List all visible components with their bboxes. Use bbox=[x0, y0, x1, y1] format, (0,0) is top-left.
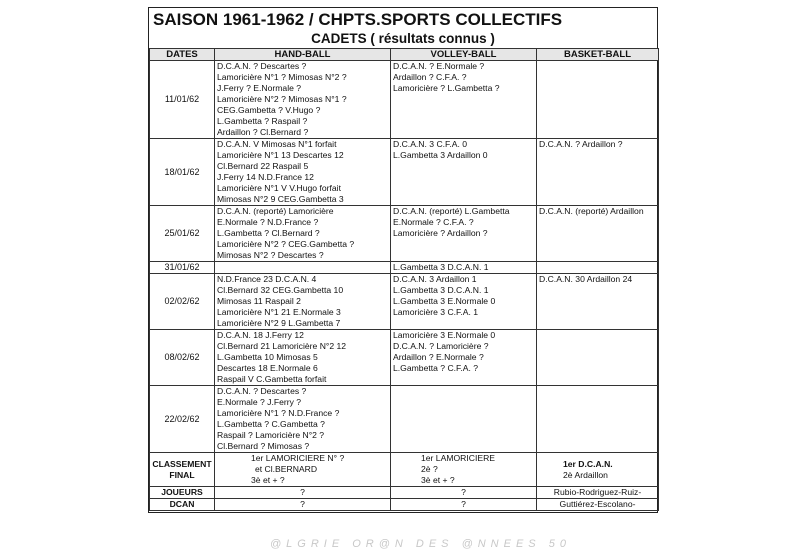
players-row-1 bbox=[150, 487, 659, 499]
hand-match-line: D.C.A.N. V Mimosas N°1 forfait bbox=[217, 139, 337, 149]
volley-match-line: D.C.A.N. ? Lamoricière ? bbox=[393, 341, 489, 351]
header-volley-ball: VOLLEY-BALL bbox=[391, 49, 537, 61]
date-cell: 22/02/62 bbox=[150, 386, 215, 453]
hand-match-line: D.C.A.N. ? Descartes ? bbox=[217, 61, 307, 71]
hand-match-line: E.Normale ? J.Ferry ? bbox=[217, 397, 302, 407]
hand-match-line: Raspail ? Lamoricière N°2 ? bbox=[217, 430, 325, 440]
volley-cell bbox=[391, 330, 537, 386]
hand-match-line: Lamoricière N°2 9 L.Gambetta 7 bbox=[217, 318, 341, 328]
volley-match-line: Lamoricière 3 C.F.A. 1 bbox=[393, 307, 479, 317]
volley-match-line: L.Gambetta 3 D.C.A.N. 1 bbox=[393, 285, 489, 295]
volley-match-line: Lamoricière ? Ardaillon ? bbox=[393, 228, 488, 238]
hand-match-line: Raspail V C.Gambetta forfait bbox=[217, 374, 327, 384]
hand-match-line: Ardaillon ? Cl.Bernard ? bbox=[217, 127, 309, 137]
final-volley-line: 2è ? bbox=[421, 464, 438, 474]
match-row bbox=[150, 206, 659, 262]
volley-match-line: D.C.A.N. 3 C.F.A. 0 bbox=[393, 139, 468, 149]
hand-match-line: Lamoricière N°1 ? N.D.France ? bbox=[217, 408, 340, 418]
hand-match-line: D.C.A.N. 18 J.Ferry 12 bbox=[217, 330, 304, 340]
final-volley-cell bbox=[391, 453, 537, 487]
header-hand-ball: HAND-BALL bbox=[215, 49, 391, 61]
hand-match-line: Lamoricière N°2 ? CEG.Gambetta ? bbox=[217, 239, 355, 249]
date-cell: 31/01/62 bbox=[150, 262, 215, 274]
volley-match-line: L.Gambetta ? C.F.A. ? bbox=[393, 363, 479, 373]
players-label: DCAN bbox=[150, 499, 215, 511]
hand-match-line: Lamoricière N°2 ? Mimosas N°1 ? bbox=[217, 94, 347, 104]
hand-match-line: Cl.Bernard ? Mimosas ? bbox=[217, 441, 310, 451]
hand-match-line: Lamoricière N°1 V V.Hugo forfait bbox=[217, 183, 341, 193]
hand-cell bbox=[215, 274, 391, 330]
header-dates: DATES bbox=[150, 49, 215, 61]
volley-cell bbox=[391, 61, 537, 139]
header-row bbox=[150, 49, 659, 61]
players-volley: ? bbox=[391, 487, 537, 499]
volley-match-line: Ardaillon ? C.F.A. ? bbox=[393, 72, 467, 82]
hand-match-line: Cl.Bernard 32 CEG.Gambetta 10 bbox=[217, 285, 344, 295]
results-table bbox=[149, 48, 659, 511]
volley-cell bbox=[391, 206, 537, 262]
players-volley: ? bbox=[391, 499, 537, 511]
header-basket-ball: BASKET-BALL bbox=[537, 49, 659, 61]
players-basket: Rubio-Rodriguez-Ruiz- bbox=[537, 487, 659, 499]
summary-body bbox=[150, 453, 659, 511]
match-row bbox=[150, 262, 659, 274]
match-row bbox=[150, 274, 659, 330]
volley-cell bbox=[391, 386, 537, 453]
basket-cell bbox=[537, 206, 659, 262]
results-body bbox=[150, 61, 659, 453]
basket-match-line: D.C.A.N. ? Ardaillon ? bbox=[539, 139, 623, 149]
hand-match-line: Lamoricière N°1 13 Descartes 12 bbox=[217, 150, 344, 160]
page-subtitle: CADETS ( résultats connus ) bbox=[311, 31, 495, 46]
volley-cell bbox=[391, 139, 537, 206]
hand-cell bbox=[215, 61, 391, 139]
basket-cell bbox=[537, 61, 659, 139]
hand-match-line: J.Ferry 14 N.D.France 12 bbox=[217, 172, 314, 182]
hand-cell bbox=[215, 330, 391, 386]
match-row bbox=[150, 61, 659, 139]
final-volley-line: 3è et + ? bbox=[421, 475, 455, 485]
final-hand-cell bbox=[215, 453, 391, 487]
match-row bbox=[150, 139, 659, 206]
hand-match-line: Mimosas N°2 ? Descartes ? bbox=[217, 250, 324, 260]
volley-match-line: L.Gambetta 3 E.Normale 0 bbox=[393, 296, 496, 306]
basket-cell bbox=[537, 330, 659, 386]
hand-match-line: Cl.Bernard 21 Lamoricière N°2 12 bbox=[217, 341, 347, 351]
volley-match-line: D.C.A.N. 3 Ardaillon 1 bbox=[393, 274, 477, 284]
hand-cell bbox=[215, 386, 391, 453]
basket-cell bbox=[537, 386, 659, 453]
hand-match-line: Mimosas 11 Raspail 2 bbox=[217, 296, 301, 306]
final-hand-line: 3è et + ? bbox=[251, 475, 285, 485]
volley-cell bbox=[391, 262, 537, 274]
hand-match-line: Cl.Bernard 22 Raspail 5 bbox=[217, 161, 309, 171]
final-hand-line: et Cl.BERNARD bbox=[255, 464, 318, 474]
match-row bbox=[150, 386, 659, 453]
hand-match-line: L.Gambetta ? Raspail ? bbox=[217, 116, 308, 126]
volley-match-line: Lamoricière 3 E.Normale 0 bbox=[393, 330, 496, 340]
volley-match-line: L.Gambetta 3 Ardaillon 0 bbox=[393, 150, 488, 160]
volley-match-line: Ardaillon ? E.Normale ? bbox=[393, 352, 484, 362]
page-title: SAISON 1961-1962 / CHPTS.SPORTS COLLECTIFS bbox=[153, 10, 563, 29]
players-row-2 bbox=[150, 499, 659, 511]
hand-match-line: L.Gambetta 10 Mimosas 5 bbox=[217, 352, 318, 362]
basket-match-line: D.C.A.N. 30 Ardaillon 24 bbox=[539, 274, 633, 284]
hand-match-line: L.Gambetta ? C.Gambetta ? bbox=[217, 419, 325, 429]
volley-match-line: L.Gambetta 3 D.C.A.N. 1 bbox=[393, 262, 489, 272]
final-basket-line: 1er D.C.A.N. bbox=[563, 458, 613, 469]
hand-match-line: CEG.Gambetta ? V.Hugo ? bbox=[217, 105, 321, 115]
date-cell: 11/01/62 bbox=[150, 61, 215, 139]
hand-match-line: Lamoricière N°1 ? Mimosas N°2 ? bbox=[217, 72, 347, 82]
players-hand: ? bbox=[215, 487, 391, 499]
final-ranking-row bbox=[150, 453, 659, 487]
date-cell: 08/02/62 bbox=[150, 330, 215, 386]
hand-match-line: J.Ferry ? E.Normale ? bbox=[217, 83, 302, 93]
basket-cell bbox=[537, 139, 659, 206]
hand-cell bbox=[215, 206, 391, 262]
hand-match-line: E.Normale ? N.D.France ? bbox=[217, 217, 319, 227]
hand-match-line: Descartes 18 E.Normale 6 bbox=[217, 363, 318, 373]
hand-cell bbox=[215, 262, 391, 274]
hand-match-line: L.Gambetta ? Cl.Bernard ? bbox=[217, 228, 320, 238]
players-hand: ? bbox=[215, 499, 391, 511]
basket-cell bbox=[537, 274, 659, 330]
final-basket-line: 2è Ardaillon bbox=[563, 469, 608, 480]
volley-cell bbox=[391, 274, 537, 330]
final-label-line: FINAL bbox=[169, 469, 195, 480]
players-label: JOUEURS bbox=[150, 487, 215, 499]
match-row bbox=[150, 330, 659, 386]
date-cell: 02/02/62 bbox=[150, 274, 215, 330]
final-volley-line: 1er LAMORICIERE bbox=[421, 453, 496, 463]
final-hand-line: 1er LAMORICIERE N° ? bbox=[251, 453, 345, 463]
hand-match-line: Lamoricière N°1 21 E.Normale 3 bbox=[217, 307, 341, 317]
players-basket: Guttiérez-Escolano- bbox=[537, 499, 659, 511]
volley-match-line: D.C.A.N. ? E.Normale ? bbox=[393, 61, 485, 71]
volley-match-line: E.Normale ? C.F.A. ? bbox=[393, 217, 474, 227]
final-ranking-label bbox=[150, 453, 215, 487]
hand-cell bbox=[215, 139, 391, 206]
watermark: @LGRIE OR@N DES @NNEES 50 bbox=[270, 538, 571, 550]
date-cell: 18/01/62 bbox=[150, 139, 215, 206]
volley-match-line: D.C.A.N. (reporté) L.Gambetta bbox=[393, 206, 510, 216]
hand-match-line: D.C.A.N. ? Descartes ? bbox=[217, 386, 307, 396]
hand-match-line: D.C.A.N. (reporté) Lamoricière bbox=[217, 206, 334, 216]
basket-cell bbox=[537, 262, 659, 274]
hand-match-line: N.D.France 23 D.C.A.N. 4 bbox=[217, 274, 317, 284]
date-cell: 25/01/62 bbox=[150, 206, 215, 262]
final-label-line: CLASSEMENT bbox=[152, 458, 212, 469]
hand-match-line: Mimosas N°2 9 CEG.Gambetta 3 bbox=[217, 194, 344, 204]
basket-match-line: D.C.A.N. (reporté) Ardaillon bbox=[539, 206, 644, 216]
results-sheet bbox=[148, 7, 658, 513]
volley-match-line: Lamoricière ? L.Gambetta ? bbox=[393, 83, 500, 93]
final-basket-cell bbox=[537, 453, 659, 487]
